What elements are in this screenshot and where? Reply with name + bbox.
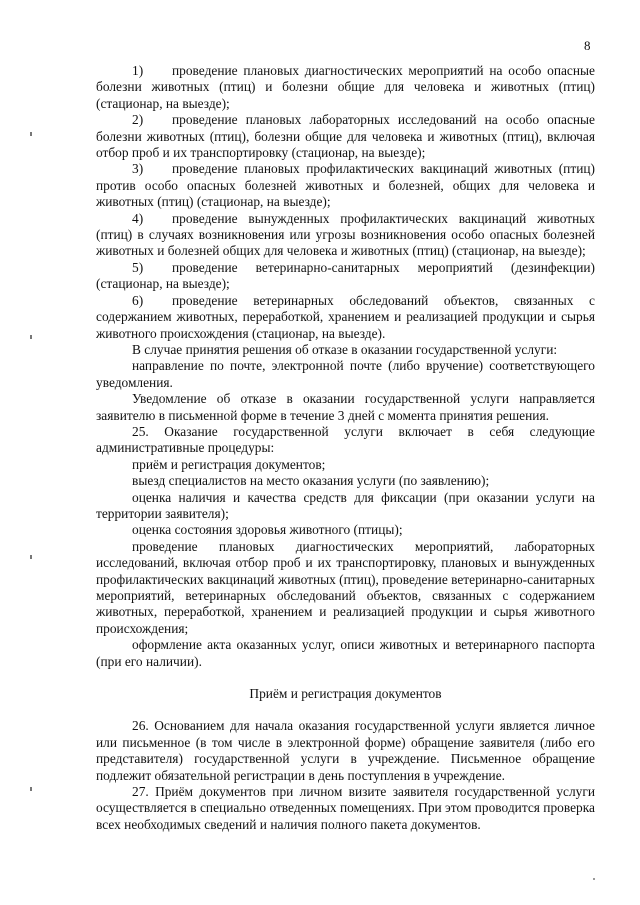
list-item-number: 5): [132, 259, 144, 275]
list-item-number: 4): [132, 210, 144, 226]
list-item-text: проведение ветеринарно-санитарных мероприятий (дезинфекции) (стационар, на выезде);: [96, 259, 595, 292]
section-25-intro: 25. Оказание государственной услуги включает в себя следующие административные процедуры:: [96, 423, 595, 456]
procedure-item: оформление акта оказанных услуг, описи животных и ветеринарного паспорта (при его наличии).: [96, 637, 595, 669]
section-26: 26. Основанием для начала оказания государственной услуги является личное или письменное (в том числе в электронной форме) обращение заявителя (либо его представителя) государственной услуги в учреждение. Письменное обращение подлежит обязательной регистрации в день поступления в учреждение.: [96, 718, 595, 783]
margin-mark: [30, 555, 32, 559]
procedure-item: оценка наличия и качества средств для фиксации (при оказании услуги на территории заявителя);: [96, 489, 595, 521]
refusal-intro: В случае принятия решения об отказе в оказании государственной услуги:: [132, 341, 558, 357]
list-item-number: 1): [132, 63, 144, 78]
page-number: 8: [584, 38, 591, 53]
list-item-number: 3): [132, 161, 144, 177]
refusal-delivery: направление по почте, электронной почте (либо вручение) соответствующего уведомления.: [96, 358, 595, 390]
document-body: [96, 63, 595, 833]
procedure-item: выезд специалистов на место оказания услуги (по заявлению);: [132, 473, 490, 489]
list-item: [96, 260, 595, 293]
list-item: [96, 161, 595, 210]
procedure-item: проведение плановых диагностических мероприятий, лабораторных исследований, включая отбор проб и их транспортировку, плановых и вынужденных профилактических вакцинаций животных (птиц), проведение ветеринарно-санитарных мероприятий, ветеринарных обследований объектов, связанных с содержанием животных, переработкой, хранением и реализацией продукции и сырья животного происхождения;: [96, 538, 595, 636]
list-item-text: проведение плановых диагностических мероприятий на особо опасные болезни животных (птиц) и болезни общие для человека и животных (птиц) (стационар, на выезде);: [96, 63, 595, 111]
list-item: [96, 63, 595, 112]
procedure-item: приём и регистрация документов;: [132, 456, 326, 472]
list-item-number: 6): [132, 292, 144, 308]
list-item: [96, 211, 595, 260]
list-item: [96, 112, 595, 161]
list-item: [96, 293, 595, 342]
list-item-number: 2): [132, 112, 144, 128]
list-item-text: проведение вынужденных профилактических вакцинаций животных (птиц) в случаях возникновения или угрозы возникновения особо опасных болезней животных и болезней общих для человека и животных (птиц) (стационар, на выезде);: [96, 210, 595, 259]
margin-mark: [30, 787, 32, 791]
procedure-item: оценка состояния здоровья животного (птицы);: [132, 522, 403, 538]
section-27: 27. Приём документов при личном визите заявителя государственной услуги осуществляется в специально отведенных помещениях. При этом проводится проверка всех необходимых сведений и наличия полного пакета документов.: [96, 784, 595, 832]
section-heading: Приём и регистрация документов: [249, 686, 442, 702]
list-item-text: проведение плановых лабораторных исследований на особо опасные болезни животных (птиц), болезни общие для человека и животных (птиц), включая отбор проб и их транспортировку (стационар, на выезде);: [96, 112, 595, 161]
margin-mark: [30, 132, 32, 136]
scan-speck: [593, 878, 595, 880]
list-item-text: проведение плановых профилактических вакцинаций животных (птиц) против особо опасных болезней животных и болезней, общих для человека и животных (птиц) (стационар, на выезде);: [96, 161, 595, 210]
refusal-notice: Уведомление об отказе в оказании государственной услуги направляется заявителю в письменной форме в течение 3 дней с момента принятия решения.: [96, 391, 595, 423]
list-item-text: проведение ветеринарных обследований объектов, связанных с содержанием животных, переработкой, хранением и реализацией продукции и сырья животного происхождения (стационар, на выезде).: [96, 292, 595, 341]
margin-mark: [30, 335, 32, 339]
